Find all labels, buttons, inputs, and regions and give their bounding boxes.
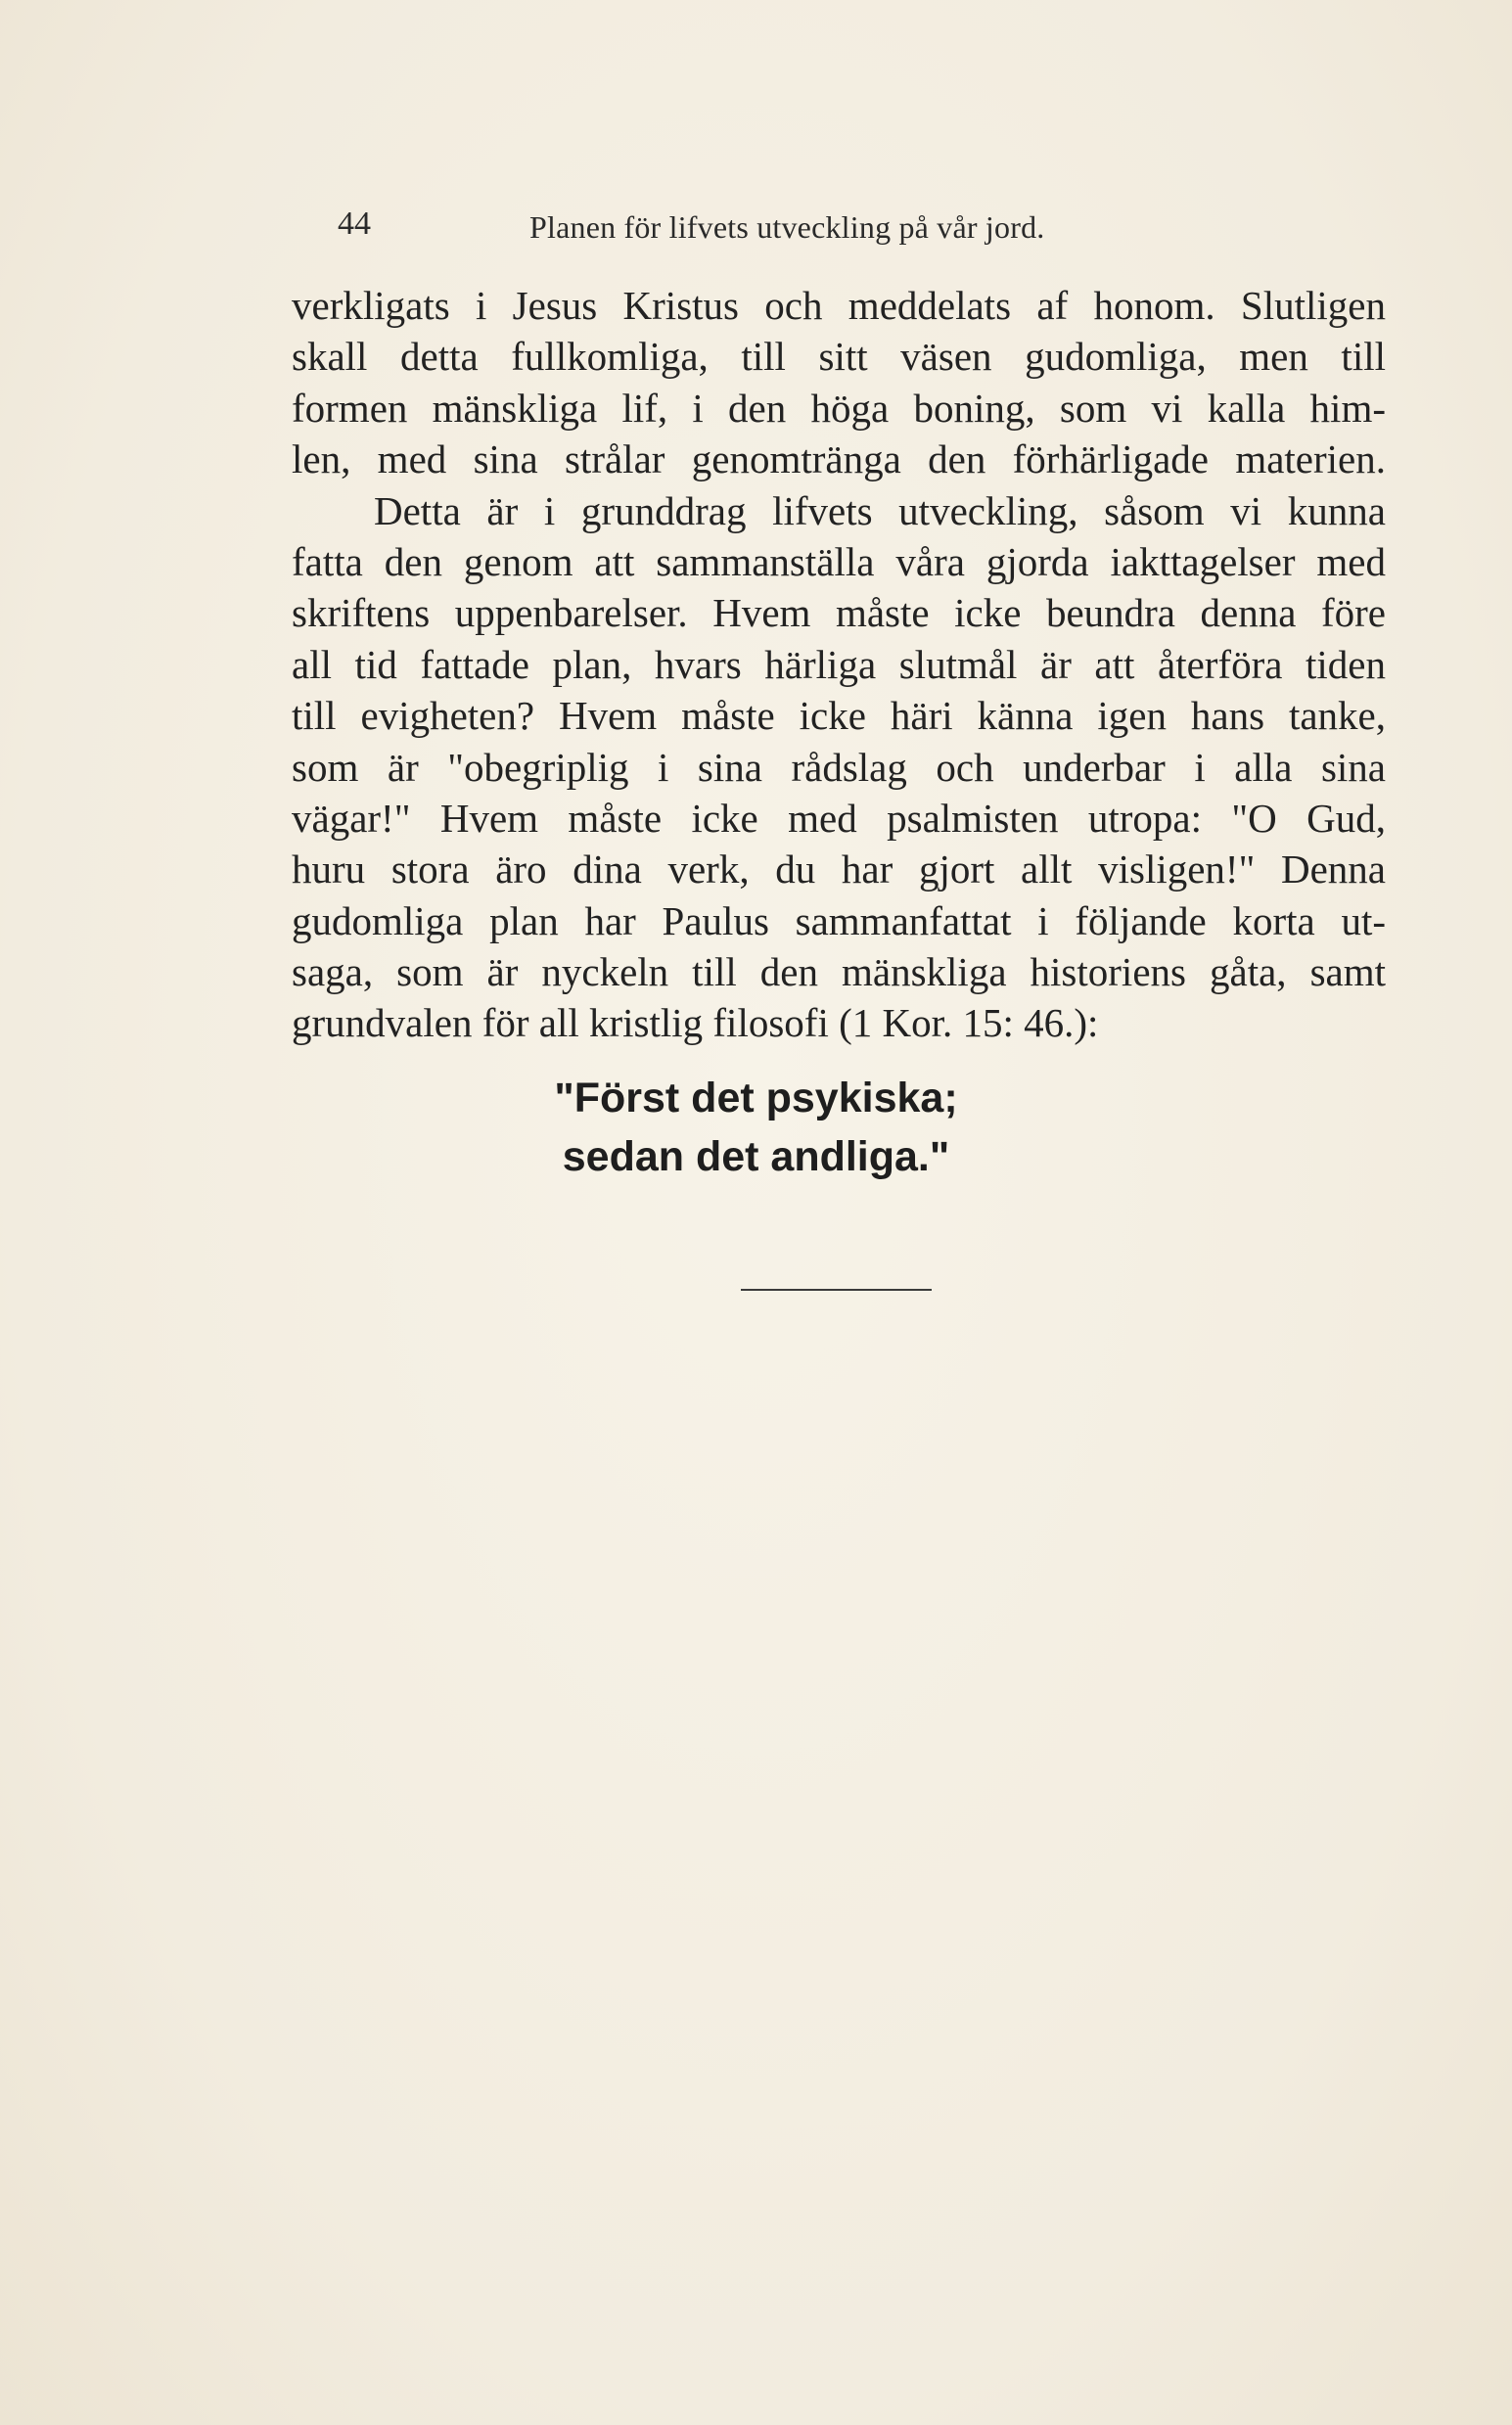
body-paragraph xyxy=(292,280,1386,1049)
text-line: verkligats i Jesus Kristus och meddelats af honom. Slutligen xyxy=(292,283,1386,328)
text-line: vägar!" Hvem måste icke med psalmisten utropa: "O Gud, xyxy=(292,795,1386,841)
section-divider xyxy=(741,1289,932,1291)
text-line: fatta den genom att sammanställa våra gjorda iakttagelser med xyxy=(292,538,1386,584)
text-line: huru stora äro dina verk, du har gjort allt visligen!" Denna xyxy=(292,846,1386,892)
text-line: saga, som är nyckeln till den mänskliga historiens gåta, samt xyxy=(292,949,1386,995)
text-line: all tid fattade plan, hvars härliga slutmål är att återföra tiden xyxy=(292,641,1386,687)
page-number: 44 xyxy=(338,206,371,242)
quote-line-2: sedan det andliga." xyxy=(562,1133,950,1180)
text-line: len, med sina strålar genomtränga den förhärligade materien. xyxy=(292,436,1386,482)
page-header xyxy=(338,206,1395,254)
text-line: som är "obegriplig i sina rådslag och underbar i alla sina xyxy=(292,744,1386,790)
text-line: till evigheten? Hvem måste icke häri känna igen hans tanke, xyxy=(292,693,1386,739)
text-line: formen mänskliga lif, i den höga boning, som vi kalla him- xyxy=(292,385,1386,431)
running-title: Planen för lifvets utveckling på vår jord. xyxy=(529,209,1045,245)
text-line: Detta är i grunddrag lifvets utveckling, såsom vi kunna xyxy=(374,487,1386,533)
text-line: skriftens uppenbarelser. Hvem måste icke beundra denna före xyxy=(292,590,1386,636)
quote-line-1: "Först det psykiska; xyxy=(554,1075,958,1121)
text-line: grundvalen för all kristlig filosofi (1 Kor. 15: 46.): xyxy=(292,1000,1099,1046)
text-line: skall detta fullkomliga, till sitt väsen gudomliga, men till xyxy=(292,334,1386,380)
text-line: gudomliga plan har Paulus sammanfattat i följande korta ut- xyxy=(292,897,1386,943)
